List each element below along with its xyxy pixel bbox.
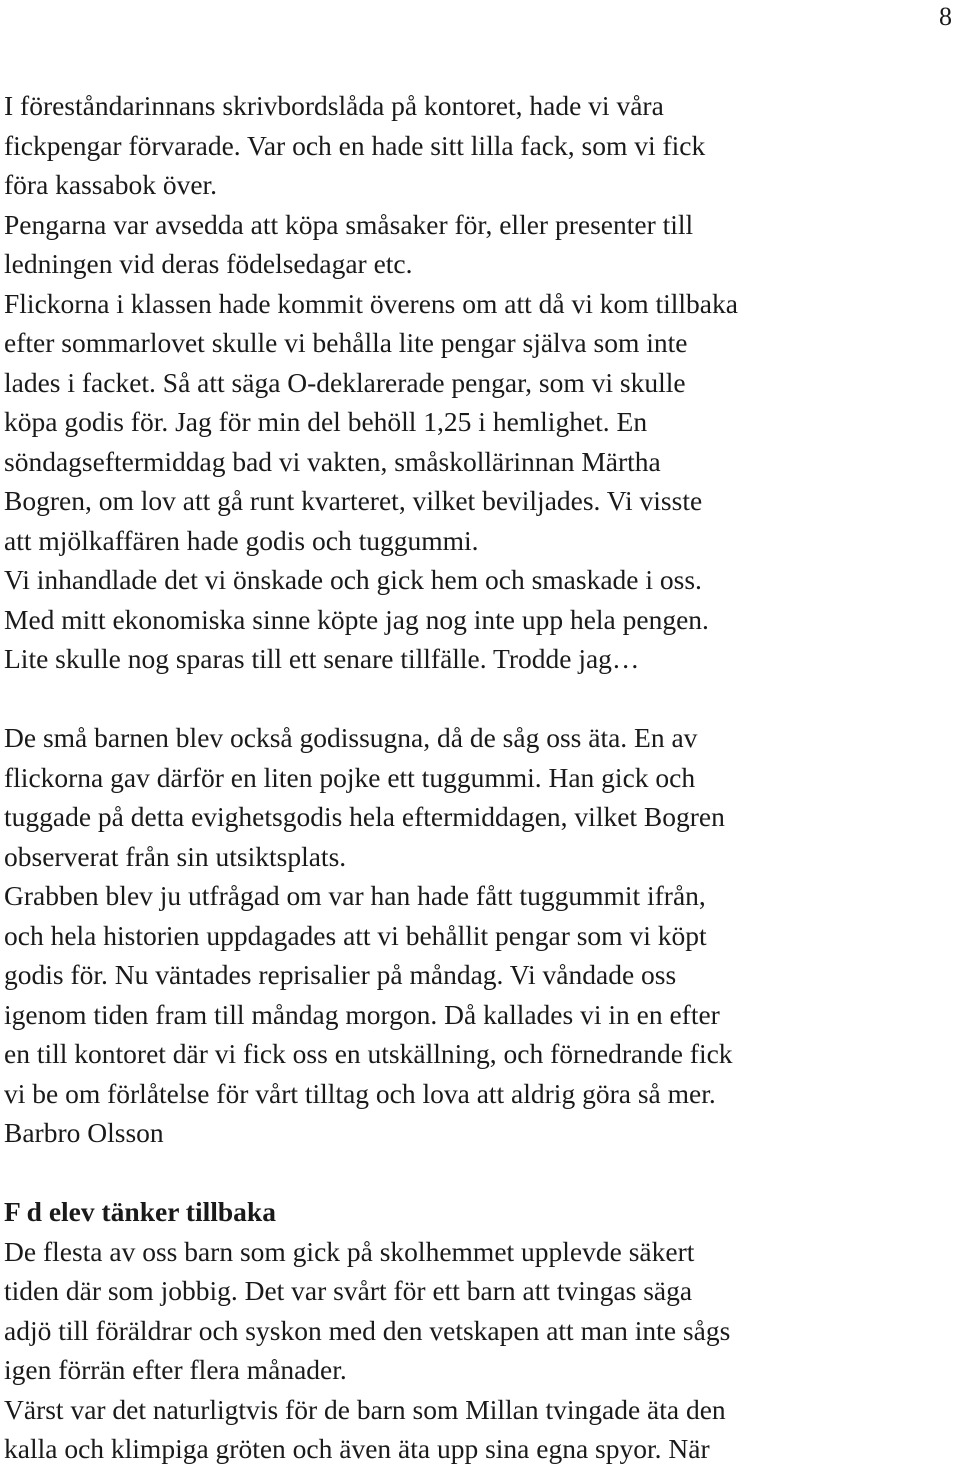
section-heading: F d elev tänker tillbaka	[4, 1196, 276, 1227]
text-line: Med mitt ekonomiska sinne köpte jag nog inte upp hela pengen.	[4, 603, 709, 635]
text-line: efter sommarlovet skulle vi behålla lite pengar själva som inte	[4, 327, 688, 358]
text-line: igenom tiden fram till måndag morgon. Då kallades vi in en efter	[4, 998, 720, 1030]
text-line: Pengarna var avsedda att köpa småsaker för, eller presenter till	[4, 208, 694, 240]
text-line: tiden där som jobbig. Det var svårt för ett barn att tvingas säga	[4, 1275, 693, 1306]
text-line: igen förrän efter flera månader.	[4, 1354, 347, 1385]
document-body	[4, 86, 954, 1469]
text-line: I föreståndarinnans skrivbordslåda på kontoret, hade vi våra	[4, 90, 664, 121]
text-line: kalla och klimpiga gröten och även äta upp sina egna spyor. När	[4, 1433, 710, 1464]
text-line: söndagseftermiddag bad vi vakten, småskollärinnan Märtha	[4, 445, 661, 477]
text-line: en till kontoret där vi fick oss en utskällning, och förnedrande fick	[4, 1038, 733, 1069]
text-line: Grabben blev ju utfrågad om var han hade fått tuggummit ifrån,	[4, 880, 706, 911]
text-line: flickorna gav därför en liten pojke ett tuggummi. Han gick och	[4, 761, 696, 793]
text-line: Bogren, om lov att gå runt kvarteret, vilket beviljades. Vi visste	[4, 485, 703, 516]
text-line: vi be om förlåtelse för vårt tilltag och lova att aldrig göra så mer.	[4, 1077, 716, 1109]
text-line: fickpengar förvarade. Var och en hade sitt lilla fack, som vi fick	[4, 129, 706, 161]
text-line: tuggade på detta evighetsgodis hela eftermiddagen, vilket Bogren	[4, 801, 725, 832]
text-line: adjö till föräldrar och syskon med den vetskapen att man inte sågs	[4, 1314, 731, 1346]
text-line: ledningen vid deras födelsedagar etc.	[4, 248, 413, 279]
blank-line	[4, 1153, 954, 1193]
text-line: godis för. Nu väntades reprisalier på måndag. Vi våndade oss	[4, 959, 677, 990]
blank-line	[4, 679, 954, 719]
text-line: köpa godis för. Jag för min del behöll 1,25 i hemlighet. En	[4, 406, 648, 437]
text-line: Vi inhandlade det vi önskade och gick hem och smaskade i oss.	[4, 564, 702, 595]
text-line: observerat från sin utsiktsplats.	[4, 840, 347, 872]
author-signature: Barbro Olsson	[4, 1117, 164, 1148]
text-line: Lite skulle nog sparas till ett senare tillfälle. Trodde jag…	[4, 643, 640, 674]
page-number: 8	[939, 2, 952, 31]
text-line: lades i facket. Så att säga O-deklarerade pengar, som vi skulle	[4, 366, 686, 398]
text-line: De flesta av oss barn som gick på skolhemmet upplevde säkert	[4, 1235, 695, 1267]
text-line: Värst var det naturligtvis för de barn som Millan tvingade äta den	[4, 1393, 726, 1425]
text-line: att mjölkaffären hade godis och tuggummi.	[4, 524, 479, 556]
text-line: föra kassabok över.	[4, 169, 218, 200]
text-line: och hela historien uppdagades att vi behållit pengar som vi köpt	[4, 919, 707, 951]
text-line: Flickorna i klassen hade kommit överens om att då vi kom tillbaka	[4, 287, 738, 319]
text-line: De små barnen blev också godissugna, då de såg oss äta. En av	[4, 722, 698, 753]
